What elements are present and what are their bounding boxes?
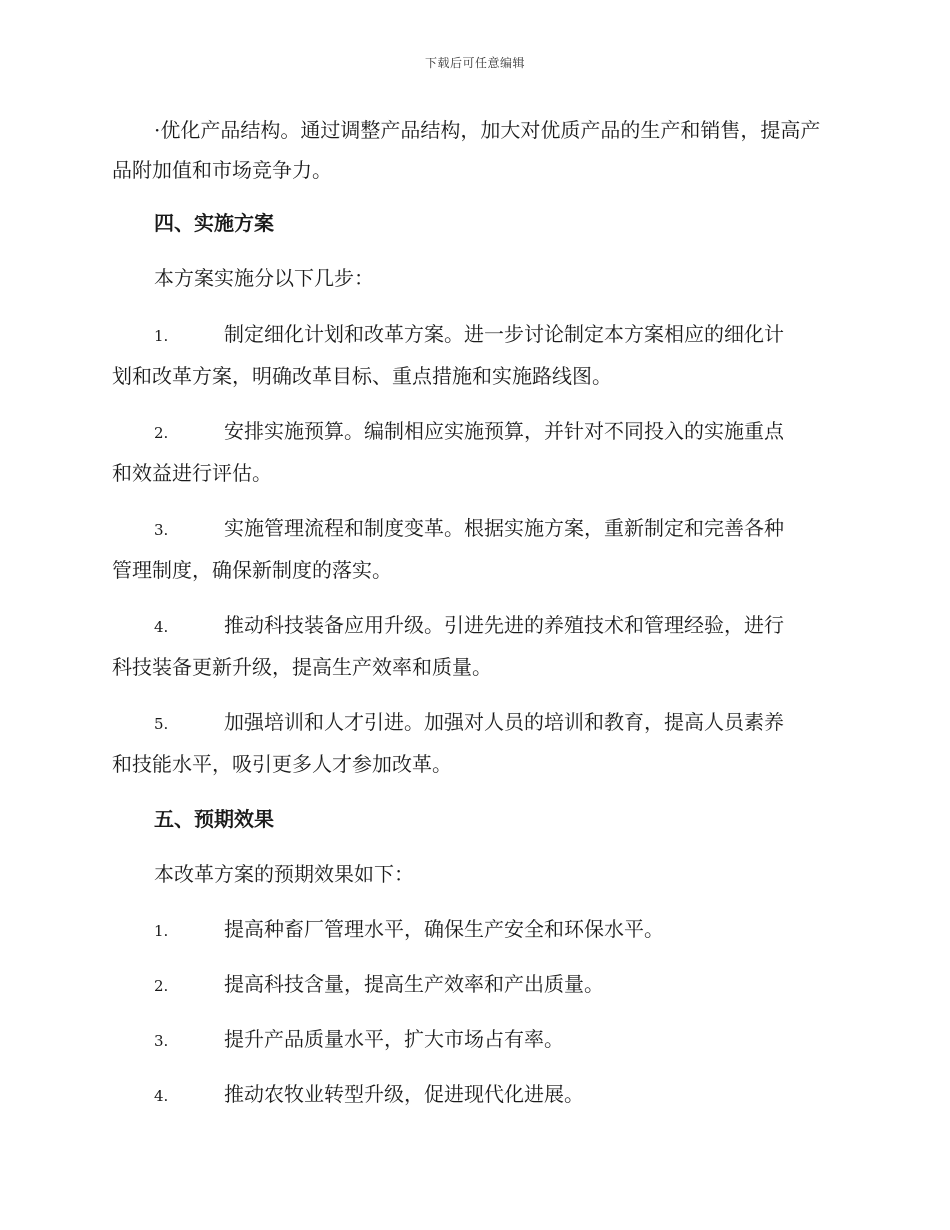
item-text: 制定细化计划和改革方案。进一步讨论制定本方案相应的细化计 — [224, 322, 784, 346]
item-text-continued: 科技装备更新升级，提高生产效率和质量。 — [112, 655, 492, 679]
item-text: 提高科技含量，提高生产效率和产出质量。 — [224, 972, 604, 996]
section-5-item-1 — [154, 914, 664, 946]
item-number: 1. — [154, 922, 169, 940]
section-4-item-4 — [112, 605, 834, 687]
item-number: 4. — [154, 618, 169, 636]
item-text: 实施管理流程和制度变革。根据实施方案，重新制定和完善各种 — [224, 516, 784, 540]
item-number: 2. — [154, 977, 169, 995]
section-4-item-2 — [112, 411, 834, 493]
item-text: 提高种畜厂管理水平，确保生产安全和环保水平。 — [224, 917, 664, 941]
item-number: 4. — [154, 1087, 169, 1105]
item-text-continued: 和技能水平，吸引更多人才参加改革。 — [112, 752, 452, 776]
item-text: 加强培训和人才引进。加强对人员的培训和教育，提高人员素养 — [224, 710, 784, 734]
item-number: 5. — [154, 715, 169, 733]
page-header: 下载后可任意编辑 — [424, 56, 525, 70]
item-number: 3. — [154, 521, 169, 539]
section-4-item-3 — [112, 508, 834, 590]
section-4-item-5 — [112, 702, 834, 784]
section-5-item-4 — [154, 1079, 584, 1111]
item-text-continued: 划和改革方案，明确改革目标、重点措施和实施路线图。 — [112, 364, 612, 388]
section-4-heading: 四、实施方案 — [154, 211, 274, 235]
item-text: 推动科技装备应用升级。引进先进的养殖技术和管理经验，进行 — [224, 613, 784, 637]
item-text-continued: 和效益进行评估。 — [112, 461, 272, 485]
item-text-continued: 管理制度，确保新制度的落实。 — [112, 558, 392, 582]
section-5-heading: 五、预期效果 — [154, 807, 274, 831]
item-text: 提升产品质量水平，扩大市场占有率。 — [224, 1027, 564, 1051]
section-5-item-3 — [154, 1024, 564, 1056]
item-text: 安排实施预算。编制相应实施预算，并针对不同投入的实施重点 — [224, 419, 784, 443]
section-5-item-2 — [154, 969, 604, 1001]
item-text: 推动农牧业转型升级，促进现代化进展。 — [224, 1082, 584, 1106]
item-number: 1. — [154, 327, 169, 345]
item-number: 3. — [154, 1032, 169, 1050]
item-number: 2. — [154, 424, 169, 442]
section-5-intro: 本改革方案的预期效果如下： — [154, 862, 414, 886]
section-4-item-1 — [112, 314, 834, 396]
section-4-intro: 本方案实施分以下几步： — [154, 266, 374, 290]
intro-paragraph: ·优化产品结构。通过调整产品结构，加大对优质产品的生产和销售，提高产品附加值和市场竞争力。 — [112, 118, 821, 182]
